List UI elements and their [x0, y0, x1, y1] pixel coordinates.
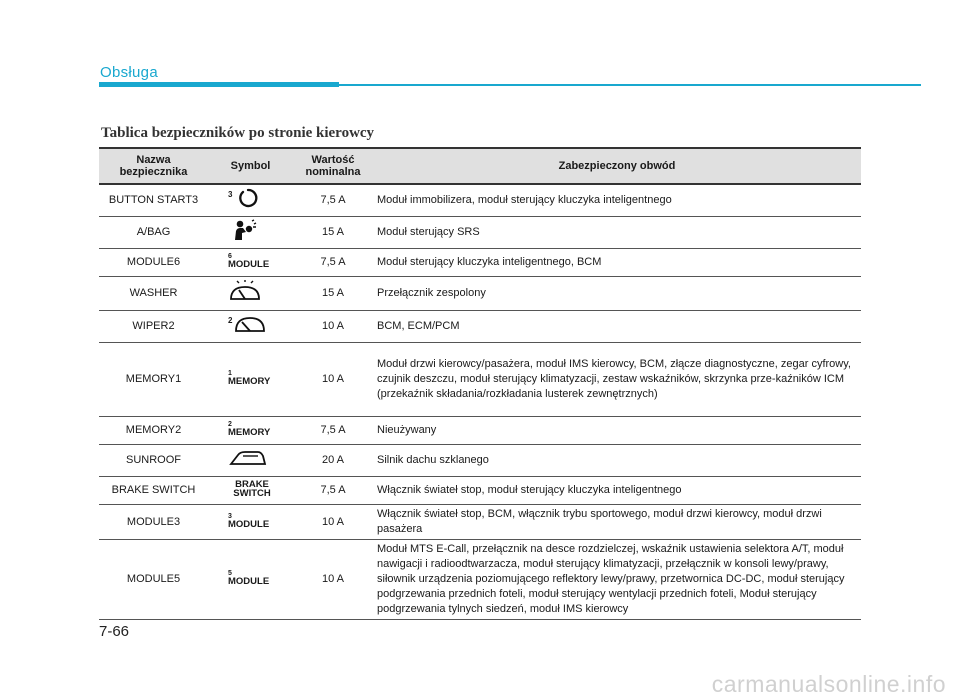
table-row: [99, 217, 861, 249]
symbol-label: [228, 421, 270, 437]
fuse-name: WIPER2: [99, 311, 208, 343]
protected-circuit: Moduł immobilizera, moduł sterujący kluczyka inteligentnego: [373, 184, 861, 217]
symbol-number: 5: [228, 570, 232, 577]
fuse-rating: 10 A: [293, 505, 373, 540]
symbol-text: MODULE: [228, 259, 270, 270]
protected-circuit: Moduł sterujący SRS: [373, 217, 861, 249]
protected-circuit: Przełącznik zespolony: [373, 277, 861, 311]
washer-icon: [228, 279, 262, 308]
fuse-symbol: [208, 505, 293, 540]
fuse-name: SUNROOF: [99, 445, 208, 477]
fuse-rating: 15 A: [293, 217, 373, 249]
table-row: [99, 540, 861, 620]
header-rule-thick: [99, 82, 339, 87]
fuse-rating: 7,5 A: [293, 417, 373, 445]
fuse-name: BUTTON START3: [99, 184, 208, 217]
table-row: [99, 343, 861, 417]
symbol-number: 6: [228, 253, 232, 260]
fuse-symbol: [208, 184, 293, 217]
symbol-number: 1: [228, 370, 232, 377]
symbol-text: MEMORY: [228, 376, 271, 387]
fuse-rating: 10 A: [293, 343, 373, 417]
symbol-label: [228, 253, 269, 269]
fuse-name: WASHER: [99, 277, 208, 311]
symbol-label: [228, 370, 270, 386]
protected-circuit: Włącznik świateł stop, BCM, włącznik trybu sportowego, moduł drzwi kierowcy, moduł drzwi pasażera: [373, 505, 861, 540]
fuse-name: MODULE3: [99, 505, 208, 540]
table-row: [99, 311, 861, 343]
symbol-label: [228, 570, 269, 586]
section-label: Obsługa: [100, 64, 158, 81]
table-row: [99, 505, 861, 540]
column-header-symbol: Symbol: [208, 148, 293, 184]
fuse-name: MEMORY2: [99, 417, 208, 445]
fuse-symbol: [208, 277, 293, 311]
wiper-icon: [233, 313, 267, 340]
table-row: [99, 445, 861, 477]
protected-circuit: Moduł sterujący kluczyka inteligentnego, BCM: [373, 249, 861, 277]
fuse-table-body: [99, 184, 861, 620]
protected-circuit: Nieużywany: [373, 417, 861, 445]
symbol-label: [228, 513, 269, 529]
table-row: [99, 277, 861, 311]
fuse-table: [99, 147, 861, 620]
page-number: 7-66: [99, 623, 130, 640]
fuse-symbol: [208, 477, 293, 505]
sunroof-icon: [228, 447, 268, 474]
fuse-symbol: [208, 249, 293, 277]
table-row: [99, 184, 861, 217]
start-button-icon: [233, 187, 263, 214]
symbol-number: 3: [228, 512, 232, 520]
fuse-name: A/BAG: [99, 217, 208, 249]
symbol-text: MODULE: [228, 518, 270, 530]
fuse-rating: 15 A: [293, 277, 373, 311]
symbol-number: 3: [228, 190, 233, 199]
symbol-text: MEMORY: [228, 427, 271, 438]
table-row: [99, 249, 861, 277]
fuse-name: MODULE5: [99, 540, 208, 620]
fuse-name: MEMORY1: [99, 343, 208, 417]
column-header-fuse-name: Nazwa bezpiecznika: [99, 148, 208, 184]
table-row: [99, 417, 861, 445]
fuse-name: BRAKE SWITCH: [99, 477, 208, 505]
fuse-rating: 7,5 A: [293, 184, 373, 217]
fuse-rating: 10 A: [293, 540, 373, 620]
fuse-symbol: [208, 417, 293, 445]
protected-circuit: Moduł MTS E-Call, przełącznik na desce rozdzielczej, wskaźnik ustawienia selektora A/T, moduł nawigacji i radioodtwarzacza, moduł sterujący klimatyzacji, przełącznik w konsoli lewy/prawy, siłownik urządzenia poziomującego reflektory lewy/prawy, przetwornica DC-DC, moduł sterujący podgrzewania przednich foteli, moduł sterujący wentylacji przednich foteli, Moduł sterujący podgrzewania tylnych siedzeń, moduł IMS kierowcy: [373, 540, 861, 620]
fuse-name: MODULE6: [99, 249, 208, 277]
symbol-label: [228, 480, 276, 498]
column-header-circuit: Zabezpieczony obwód: [373, 148, 861, 184]
table-row: [99, 477, 861, 505]
fuse-symbol: [208, 445, 293, 477]
fuse-rating: 20 A: [293, 445, 373, 477]
protected-circuit: Silnik dachu szklanego: [373, 445, 861, 477]
protected-circuit: Włącznik świateł stop, moduł sterujący kluczyka inteligentnego: [373, 477, 861, 505]
watermark: carmanualsonline.info: [711, 671, 946, 697]
header-rule-thin: [339, 84, 921, 86]
symbol-text: MODULE: [228, 576, 270, 587]
symbol-number: 2: [228, 421, 232, 428]
page-title: Tablica bezpieczników po stronie kierowcy: [101, 125, 375, 141]
fuse-symbol: [208, 540, 293, 620]
symbol-number: 2: [228, 316, 233, 325]
symbol-text: BRAKE SWITCH: [233, 479, 271, 499]
airbag-icon: [228, 219, 258, 246]
column-header-rating: Wartość nominalna: [293, 148, 373, 184]
fuse-rating: 7,5 A: [293, 249, 373, 277]
fuse-symbol: [208, 343, 293, 417]
fuse-symbol: [208, 311, 293, 343]
fuse-rating: 7,5 A: [293, 477, 373, 505]
fuse-rating: 10 A: [293, 311, 373, 343]
protected-circuit: BCM, ECM/PCM: [373, 311, 861, 343]
fuse-symbol: [208, 217, 293, 249]
table-header-row: [99, 148, 861, 184]
protected-circuit: Moduł drzwi kierowcy/pasażera, moduł IMS kierowcy, BCM, złącze diagnostyczne, zegar cyfrowy, czujnik deszczu, moduł sterujący klimatyzacji, zestaw wskaźników, skrzynka prze-kaźników ICM (przekaźnik składania/rozkładania lusterek zewnętrznych): [373, 343, 861, 417]
